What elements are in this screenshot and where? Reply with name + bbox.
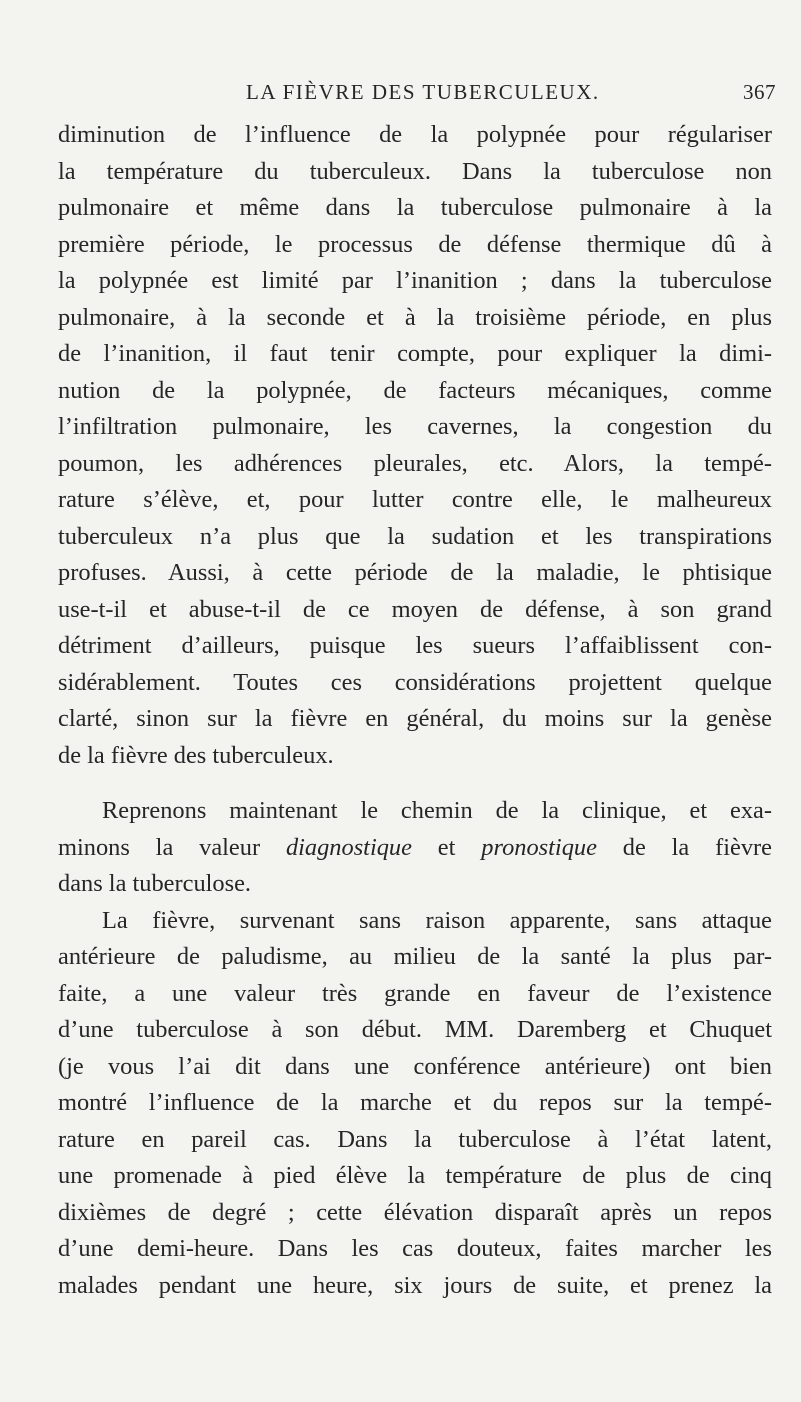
page-number: 367 (743, 80, 776, 104)
text-line: pulmonaire, à la seconde et à la troisième période, en plus (58, 303, 772, 331)
text-line: dixièmes de degré ; cette élévation disparaît après un repos (58, 1198, 772, 1226)
text-line: clarté, sinon sur la fièvre en général, du moins sur la genèse (58, 705, 772, 732)
text-line: première période, le processus de défense thermique dû à (58, 230, 772, 258)
text-line: sidérablement. Toutes ces considérations projettent quelque (58, 668, 772, 696)
text-line: d’une demi-heure. Dans les cas douteux, faites marcher les (58, 1235, 772, 1262)
text-line: nution de la polypnée, de facteurs mécaniques, comme (58, 376, 772, 404)
text-line: de l’inanition, il faut tenir compte, pour expliquer la dimi- (58, 340, 772, 367)
running-title: LA FIÈVRE DES TUBERCULEUX. (246, 80, 600, 104)
text-line: rature en pareil cas. Dans la tuberculose à l’état latent, (58, 1125, 772, 1153)
italic-term-pronostique: pronostique (481, 833, 597, 861)
text-line: faite, a une valeur très grande en faveur de l’existence (58, 979, 772, 1007)
text-line: détriment d’ailleurs, puisque les sueurs l’affaiblissent con- (58, 632, 772, 659)
text-line: (je vous l’ai dit dans une conférence antérieure) ont bien (58, 1052, 772, 1080)
text-line: tuberculeux n’a plus que la sudation et les transpirations (58, 522, 772, 550)
text-line: La fièvre, survenant sans raison apparente, sans attaque (102, 906, 772, 934)
text-line: pulmonaire et même dans la tuberculose pulmonaire à la (58, 194, 772, 221)
text-line: rature s’élève, et, pour lutter contre elle, le malheureux (58, 486, 772, 513)
text-run: de la fièvre (596, 833, 772, 861)
text-line: la température du tuberculeux. Dans la tuberculose non (58, 157, 772, 185)
text-line: la polypnée est limité par l’inanition ; dans la tuberculose (58, 267, 772, 294)
text-line: montré l’influence de la marche et du repos sur la tempé- (58, 1089, 772, 1116)
text-line: Reprenons maintenant le chemin de la clinique, et exa- (102, 797, 772, 824)
paragraph-1 (58, 117, 772, 774)
paragraph-2 (58, 793, 772, 903)
text-line: diminution de l’influence de la polypnée pour régulariser (58, 121, 772, 148)
body-text (58, 117, 772, 1304)
text-line: de la fièvre des tuberculeux. (58, 741, 334, 769)
text-line: malades pendant une heure, six jours de suite, et prenez la (58, 1271, 772, 1299)
text-line: profuses. Aussi, à cette période de la maladie, le phtisique (58, 559, 772, 586)
text-line-with-italics (58, 830, 772, 867)
running-head (246, 80, 776, 110)
text-line: poumon, les adhérences pleurales, etc. Alors, la tempé- (58, 449, 772, 477)
text-run: et (411, 833, 482, 861)
text-line: antérieure de paludisme, au milieu de la santé la plus par- (58, 943, 772, 970)
italic-term-diagnostique: diagnostique (285, 833, 412, 861)
text-line: l’infiltration pulmonaire, les cavernes, la congestion du (58, 413, 772, 440)
text-run: minons la valeur (58, 833, 286, 861)
text-line: use-t-il et abuse-t-il de ce moyen de défense, à son grand (58, 595, 772, 623)
text-line: une promenade à pied élève la température de plus de cinq (58, 1162, 772, 1189)
paragraph-gap (58, 774, 772, 793)
text-line: dans la tuberculose. (58, 870, 252, 897)
text-line: d’une tuberculose à son début. MM. Daremberg et Chuquet (58, 1016, 772, 1043)
paragraph-3 (58, 903, 772, 1305)
